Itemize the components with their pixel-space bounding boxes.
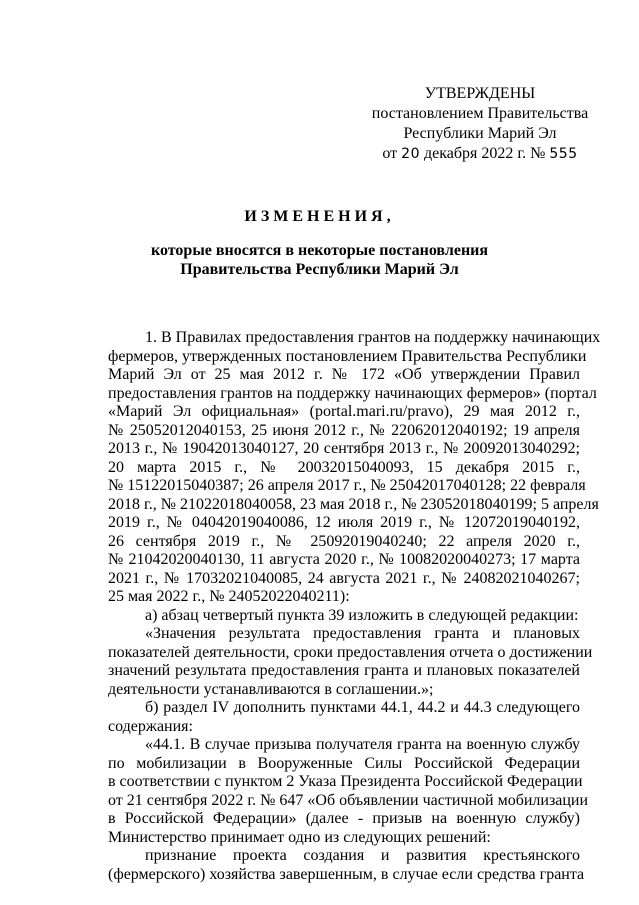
approval-block	[360, 84, 600, 164]
body-line: Министерство принимает одно из следующих решений:	[108, 828, 491, 846]
body-line: 25 мая 2022 г., № 24052022040211):	[108, 588, 350, 605]
body-line: 2019 г., № 04042019040086, 12 июля 2019 г., № 12072019040192,	[108, 514, 580, 531]
body-line: содержания:	[108, 717, 193, 735]
body-line: 1. В Правилах предоставления грантов на поддержку начинающих	[145, 329, 601, 346]
body-line: фермеров, утвержденных постановлением Правительства Республики	[108, 347, 587, 365]
body-line: показателей деятельности, сроки предоставления отчета о достижении	[108, 643, 593, 661]
body-line: признание проекта создания и развития крестьянского	[145, 847, 580, 864]
document-subtitle	[0, 241, 639, 279]
body-line: значений результата предоставления гранта и плановых показателей	[108, 662, 580, 679]
body-line: «44.1. В случае призыва получателя гранта на военную службу	[145, 736, 580, 753]
body-line: Марий Эл от 25 мая 2012 г. № 172 «Об утверждении Правил	[108, 366, 580, 383]
body-line: «Значения результата предоставления гранта и плановых	[145, 625, 580, 642]
approval-republic-line: Республики Марий Эл	[403, 125, 557, 142]
document-title: ИЗМЕНЕНИЯ,	[244, 208, 395, 225]
body-line: 2018 г., № 21022018040058, 23 мая 2018 г., № 23052018040199; 5 апреля	[108, 495, 599, 513]
approval-date-rest: декабря 2022 г. №	[423, 145, 546, 162]
approval-date-prefix: от	[382, 145, 398, 162]
body-line: в Российской Федерации» (далее - призыв на военную службу)	[108, 810, 580, 827]
body-line: от 21 сентября 2022 г. № 647 «Об объявлении частичной мобилизации	[108, 791, 589, 809]
approval-by-line: постановлением Правительства	[371, 105, 589, 122]
body-line: б) раздел IV дополнить пунктами 44.1, 44.2 и 44.3 следующего	[145, 699, 580, 716]
body-line: по мобилизации в Вооруженные Силы Российской Федерации	[108, 754, 580, 772]
body-line: «Марий Эл официальная» (portal.mari.ru/pravo), 29 мая 2012 г.,	[108, 403, 580, 420]
body-line: № 15122015040387; 26 апреля 2017 г., № 25042017040128; 22 февраля	[108, 477, 586, 494]
document-body	[108, 329, 601, 884]
body-line: 26 сентября 2019 г., № 25092019040240; 22 апреля 2020 г.,	[108, 532, 580, 550]
body-line: деятельности устанавливаются в соглашении.»;	[108, 680, 434, 698]
approval-number: 555	[549, 146, 578, 162]
body-line: № 21042020040130, 11 августа 2020 г., № 10082020040273; 17 марта	[108, 551, 580, 568]
subtitle-line-2: Правительства Республики Марий Эл	[180, 261, 459, 278]
body-line: 20 марта 2015 г., № 20032015040093, 15 декабря 2015 г.,	[108, 458, 580, 476]
body-line: предоставления грантов на поддержку начинающих фермеров» (портал	[108, 384, 597, 402]
body-line: в соответствии с пунктом 2 Указа Президента Российской Федерации	[108, 773, 583, 790]
body-line: 2021 г., № 17032021040085, 24 августа 2021 г., № 24082021040267;	[108, 569, 580, 587]
subtitle-line-1: которые вносятся в некоторые постановления	[150, 242, 489, 259]
body-line: а) абзац четвертый пункта 39 изложить в следующей редакции:	[145, 606, 579, 624]
approval-date-line	[360, 144, 600, 164]
body-line: (фермерского) хозяйства завершенным, в случае если средства гранта	[108, 865, 585, 883]
body-line: № 25052012040153, 25 июня 2012 г., № 22062012040192; 19 апреля	[108, 421, 580, 439]
approval-word: УТВЕРЖДЕНЫ	[424, 85, 536, 102]
approval-date-day: 20	[401, 146, 420, 162]
body-line: 2013 г., № 19042013040127, 20 сентября 2013 г., № 20092013040292;	[108, 440, 580, 457]
